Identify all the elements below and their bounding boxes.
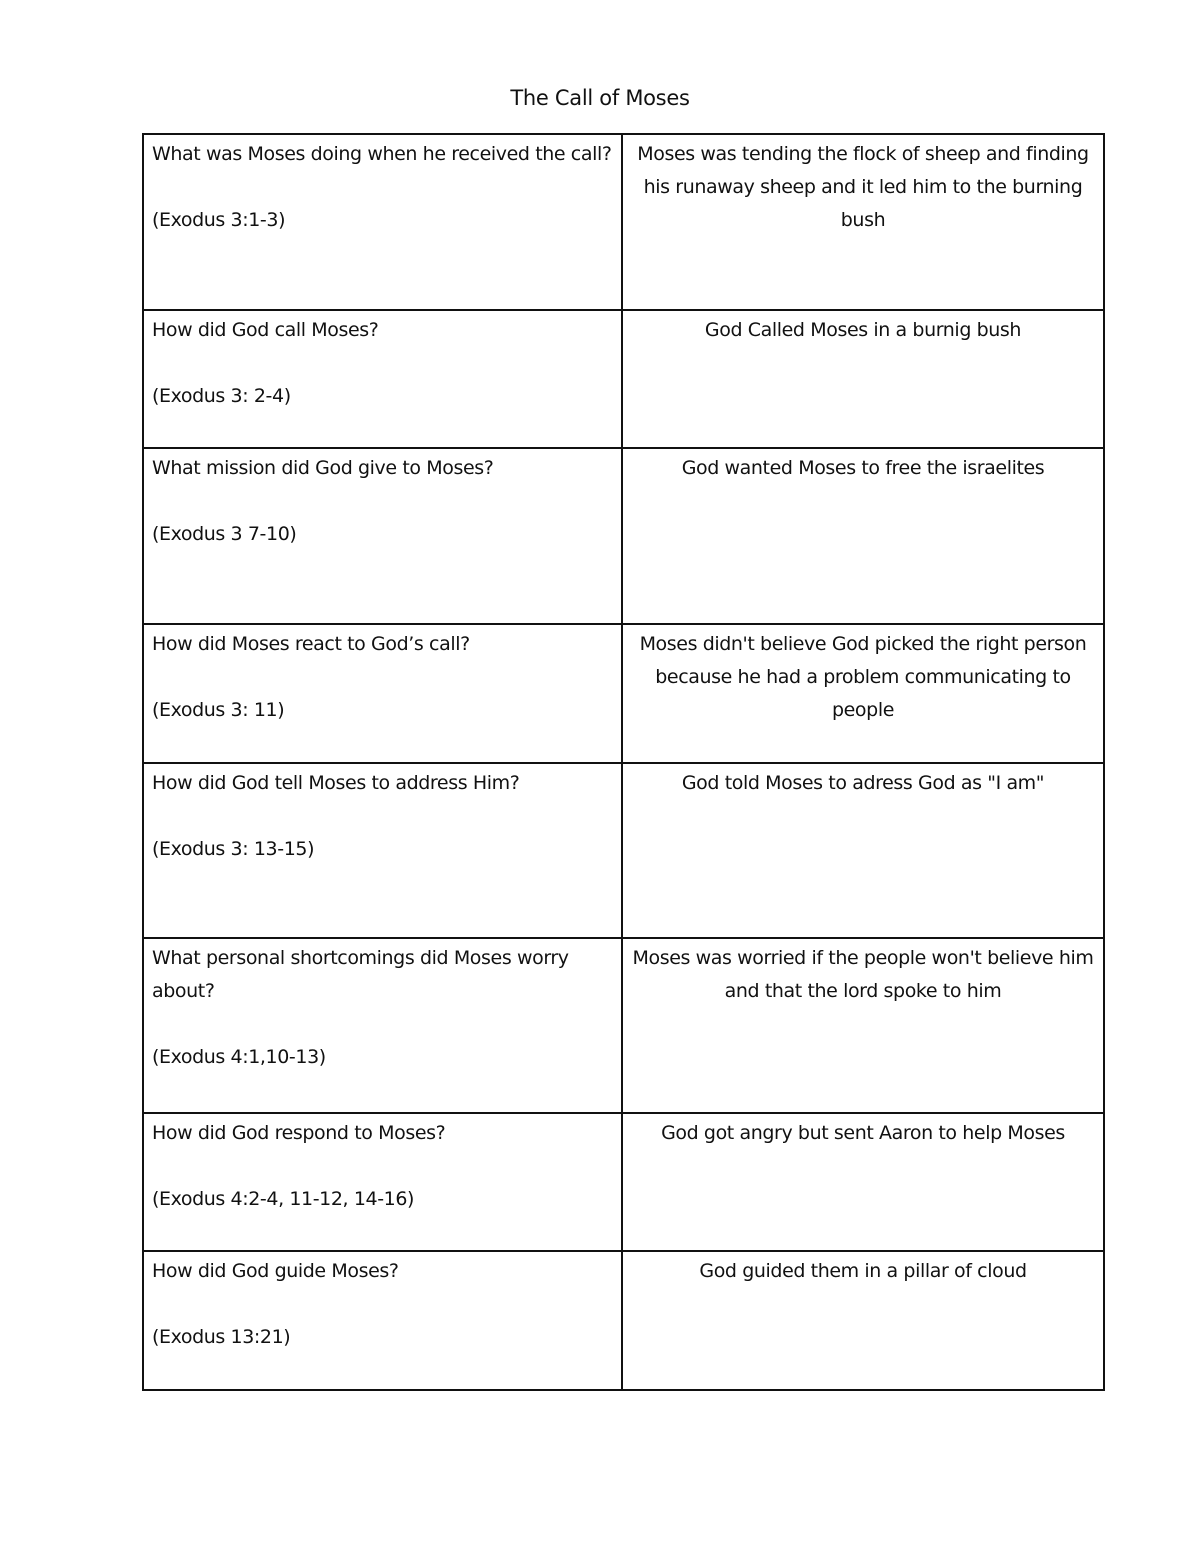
table-row xyxy=(143,1113,1104,1251)
scripture-reference: (Exodus 3: 2-4) xyxy=(152,385,291,407)
answer-cell: God guided them in a pillar of cloud xyxy=(622,1251,1104,1390)
question-text: What was Moses doing when he received the call? xyxy=(152,143,612,165)
scripture-reference: (Exodus 3 7-10) xyxy=(152,523,297,545)
question-text: How did God tell Moses to address Him? xyxy=(152,772,520,794)
scripture-reference: (Exodus 4:2-4, 11-12, 14-16) xyxy=(152,1188,415,1210)
table-row xyxy=(143,763,1104,938)
scripture-reference: (Exodus 4:1,10-13) xyxy=(152,1046,326,1068)
question-cell xyxy=(143,134,622,310)
scripture-reference: (Exodus 3: 11) xyxy=(152,699,285,721)
question-cell xyxy=(143,1251,622,1390)
question-cell xyxy=(143,310,622,448)
answer-cell: God got angry but sent Aaron to help Moses xyxy=(622,1113,1104,1251)
table-row xyxy=(143,624,1104,763)
question-text: How did God respond to Moses? xyxy=(152,1122,446,1144)
question-text: What mission did God give to Moses? xyxy=(152,457,494,479)
question-text: How did God call Moses? xyxy=(152,319,379,341)
question-text: How did Moses react to God’s call? xyxy=(152,633,470,655)
question-cell xyxy=(143,938,622,1113)
answer-cell: God told Moses to adress God as "I am" xyxy=(622,763,1104,938)
question-cell xyxy=(143,624,622,763)
answer-cell: God Called Moses in a burnig bush xyxy=(622,310,1104,448)
page-title: The Call of Moses xyxy=(510,86,690,110)
table-row xyxy=(143,938,1104,1113)
answer-cell: God wanted Moses to free the israelites xyxy=(622,448,1104,624)
table-row xyxy=(143,448,1104,624)
answer-cell: Moses was worried if the people won't believe him and that the lord spoke to him xyxy=(622,938,1104,1113)
question-cell xyxy=(143,763,622,938)
table-row xyxy=(143,310,1104,448)
table-row xyxy=(143,134,1104,310)
scripture-reference: (Exodus 3:1-3) xyxy=(152,209,286,231)
table-row xyxy=(143,1251,1104,1390)
scripture-reference: (Exodus 3: 13-15) xyxy=(152,838,315,860)
scripture-reference: (Exodus 13:21) xyxy=(152,1326,291,1348)
question-text: How did God guide Moses? xyxy=(152,1260,399,1282)
question-cell xyxy=(143,1113,622,1251)
question-cell xyxy=(143,448,622,624)
answer-cell: Moses was tending the flock of sheep and finding his runaway sheep and it led him to the burning bush xyxy=(622,134,1104,310)
question-text: What personal shortcomings did Moses worry about? xyxy=(152,947,569,1002)
question-answer-table xyxy=(142,133,1105,1391)
answer-cell: Moses didn't believe God picked the right person because he had a problem communicating to people xyxy=(622,624,1104,763)
